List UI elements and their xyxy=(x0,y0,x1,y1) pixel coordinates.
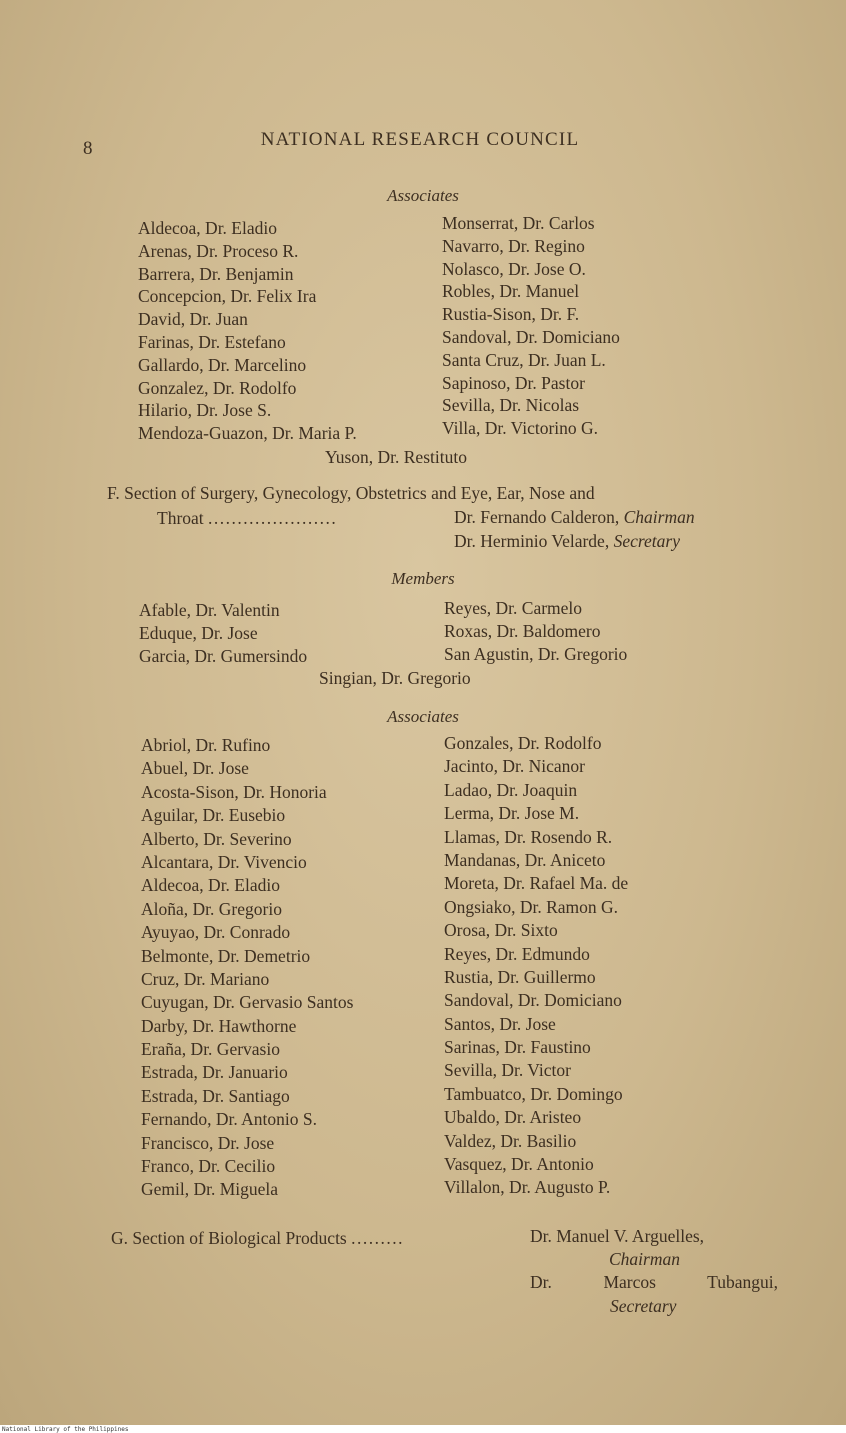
list-item: Llamas, Dr. Rosendo R. xyxy=(444,826,613,847)
section-f-throat: Throat xyxy=(157,508,204,528)
list-item: Aldecoa, Dr. Eladio xyxy=(141,875,280,896)
section-g-secretary-name: Dr. Marcos Tubangui, xyxy=(530,1272,778,1292)
dot-leader: ...................... xyxy=(208,508,338,528)
list-item: David, Dr. Juan xyxy=(138,309,248,330)
list-item: Villalon, Dr. Augusto P. xyxy=(444,1177,611,1198)
list-item: Barrera, Dr. Benjamin xyxy=(138,263,294,284)
section-g-chairman-name: Dr. Manuel V. Arguelles, xyxy=(530,1226,705,1246)
list-item: Eduque, Dr. Jose xyxy=(139,622,258,643)
list-item: Eraña, Dr. Gervasio xyxy=(141,1039,280,1060)
list-item: Ladao, Dr. Joaquin xyxy=(444,779,578,800)
secretary-name: Dr. Herminio Velarde, xyxy=(454,531,610,551)
associates-f-right-list xyxy=(444,732,628,1200)
list-item: Rustia-Sison, Dr. F. xyxy=(442,304,580,325)
list-item: Villa, Dr. Victorino G. xyxy=(442,418,599,439)
members-heading: Members xyxy=(391,569,455,588)
section-g-chairman-role: Chairman xyxy=(609,1249,680,1269)
list-item: Robles, Dr. Manuel xyxy=(442,281,580,302)
list-item: Sapinoso, Dr. Pastor xyxy=(442,372,585,393)
section-f-chairman xyxy=(454,507,695,528)
list-item: Gallardo, Dr. Marcelino xyxy=(138,354,307,375)
list-item: Abriol, Dr. Rufino xyxy=(141,735,271,755)
list-item: Tambuatco, Dr. Domingo xyxy=(444,1083,623,1104)
list-item: Francisco, Dr. Jose xyxy=(141,1132,275,1153)
list-item: Abuel, Dr. Jose xyxy=(141,758,249,779)
list-item: Arenas, Dr. Proceso R. xyxy=(138,240,299,261)
section-g-title: G. Section of Biological Products xyxy=(111,1228,347,1248)
list-item: Garcia, Dr. Gumersindo xyxy=(139,645,308,666)
list-item: Cruz, Dr. Mariano xyxy=(141,968,270,989)
list-item: Navarro, Dr. Regino xyxy=(442,235,585,256)
list-item: Franco, Dr. Cecilio xyxy=(141,1156,276,1177)
section-f-secretary xyxy=(454,531,680,552)
list-item: Orosa, Dr. Sixto xyxy=(444,920,558,941)
list-item: Aguilar, Dr. Eusebio xyxy=(141,805,286,826)
list-item: Moreta, Dr. Rafael Ma. de xyxy=(444,873,629,894)
secretary-role: Secretary xyxy=(613,531,680,551)
list-item: Gonzales, Dr. Rodolfo xyxy=(444,733,602,753)
chairman-name: Dr. Fernando Calderon, xyxy=(454,507,620,527)
list-item: Ubaldo, Dr. Aristeo xyxy=(444,1107,582,1128)
list-item: Nolasco, Dr. Jose O. xyxy=(442,258,586,279)
list-item: Fernando, Dr. Antonio S. xyxy=(141,1109,317,1130)
list-item: Ayuyao, Dr. Conrado xyxy=(141,922,291,943)
list-item: Darby, Dr. Hawthorne xyxy=(141,1015,297,1036)
list-item: Reyes, Dr. Carmelo xyxy=(444,598,583,618)
associates-e-right-list xyxy=(442,212,620,440)
associates-e-last: Yuson, Dr. Restituto xyxy=(325,447,467,467)
list-item: Reyes, Dr. Edmundo xyxy=(444,943,590,964)
section-g-secretary-role: Secretary xyxy=(610,1296,677,1316)
members-f-right-list xyxy=(444,597,627,665)
list-item: Sandoval, Dr. Domiciano xyxy=(442,326,620,347)
list-item: Ongsiako, Dr. Ramon G. xyxy=(444,896,619,917)
chairman-role: Chairman xyxy=(623,507,695,527)
list-item: Concepcion, Dr. Felix Ira xyxy=(138,286,317,307)
section-f-title: F. Section of Surgery, Gynecology, Obstetrics and Eye, Ear, Nose and xyxy=(107,483,595,503)
list-item: Afable, Dr. Valentin xyxy=(139,600,280,620)
list-item: Monserrat, Dr. Carlos xyxy=(442,213,595,233)
list-item: Sarinas, Dr. Faustino xyxy=(444,1037,591,1058)
list-item: Sevilla, Dr. Nicolas xyxy=(442,395,580,416)
list-item: Mendoza-Guazon, Dr. Maria P. xyxy=(138,423,357,444)
members-f-left-list xyxy=(139,599,307,667)
list-item: Lerma, Dr. Jose M. xyxy=(444,803,580,824)
list-item: San Agustin, Dr. Gregorio xyxy=(444,643,628,664)
list-item: Estrada, Dr. Januario xyxy=(141,1062,288,1083)
section-f-title-cont xyxy=(157,508,337,529)
list-item: Estrada, Dr. Santiago xyxy=(141,1085,290,1106)
footer-credit: National Library of the Philippines xyxy=(2,1426,129,1433)
list-item: Alberto, Dr. Severino xyxy=(141,828,292,849)
page-header xyxy=(0,129,846,151)
associates-e-left-list xyxy=(138,217,357,445)
list-item: Sandoval, Dr. Domiciano xyxy=(444,990,622,1011)
list-item: Sevilla, Dr. Victor xyxy=(444,1060,571,1081)
list-item: Gemil, Dr. Miguela xyxy=(141,1179,279,1200)
list-item: Alcantara, Dr. Vivencio xyxy=(141,851,307,872)
list-item: Vasquez, Dr. Antonio xyxy=(444,1154,594,1175)
dot-leader: ......... xyxy=(351,1228,404,1248)
list-item: Rustia, Dr. Guillermo xyxy=(444,966,596,987)
list-item: Valdez, Dr. Basilio xyxy=(444,1130,577,1151)
section-g-title-line xyxy=(111,1228,404,1249)
associates-f-left-list xyxy=(141,734,353,1202)
page-header-text: NATIONAL RESEARCH COUNCIL xyxy=(260,129,580,150)
list-item: Jacinto, Dr. Nicanor xyxy=(444,756,585,777)
list-item: Gonzalez, Dr. Rodolfo xyxy=(138,377,297,398)
list-item: Santos, Dr. Jose xyxy=(444,1013,556,1034)
list-item: Cuyugan, Dr. Gervasio Santos xyxy=(141,992,354,1013)
associates-heading: Associates xyxy=(387,186,459,205)
list-item: Santa Cruz, Dr. Juan L. xyxy=(442,349,606,370)
list-item: Hilario, Dr. Jose S. xyxy=(138,400,272,421)
list-item: Aldecoa, Dr. Eladio xyxy=(138,218,277,238)
members-f-last: Singian, Dr. Gregorio xyxy=(319,668,471,688)
list-item: Belmonte, Dr. Demetrio xyxy=(141,945,311,966)
associates-f-heading: Associates xyxy=(387,707,459,726)
list-item: Acosta-Sison, Dr. Honoria xyxy=(141,781,327,802)
list-item: Aloña, Dr. Gregorio xyxy=(141,898,282,919)
list-item: Roxas, Dr. Baldomero xyxy=(444,620,601,641)
list-item: Mandanas, Dr. Aniceto xyxy=(444,849,606,870)
list-item: Farinas, Dr. Estefano xyxy=(138,331,286,352)
page-number: 8 xyxy=(83,138,93,159)
